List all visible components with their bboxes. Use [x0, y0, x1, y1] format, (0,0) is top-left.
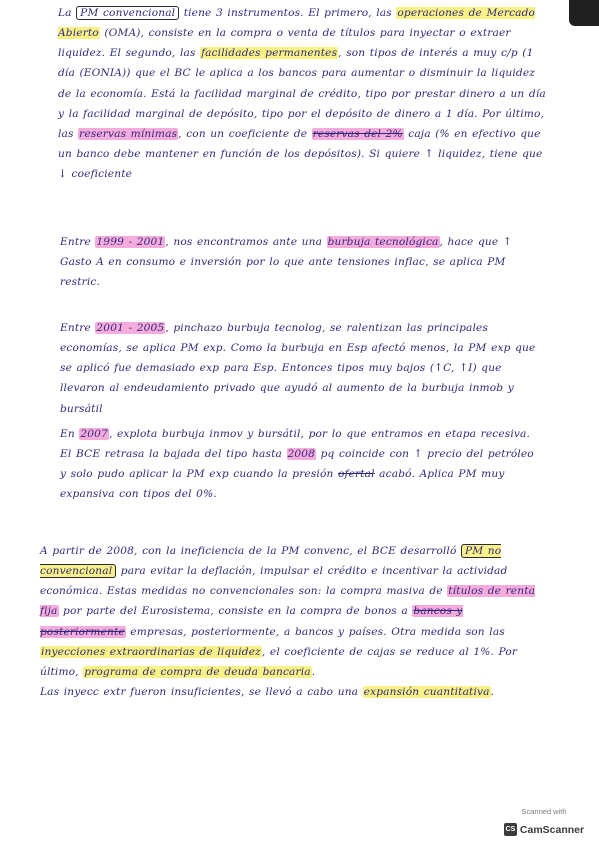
text-segment: La — [58, 7, 77, 19]
highlighted-term: operaciones de Mercado Abierto — [58, 7, 536, 40]
boxed-term: PM no convencional — [40, 545, 502, 578]
text-segment: Entre — [60, 236, 96, 248]
highlighted-date: 2007 — [80, 428, 108, 440]
text-segment: para evitar la deflación, impulsar el crédito e incentivar la actividad económica. Estas medidas no convencionales son: la compra masiva de — [40, 565, 508, 598]
text-segment: , con un coeficiente de — [178, 127, 312, 140]
highlighted-term: programa de compra de deuda bancaria — [84, 665, 311, 678]
camscanner-logo-icon: CS — [504, 823, 517, 836]
highlighted-term: inyecciones extraordinarias de liquidez — [41, 645, 261, 658]
text-segment: , nos encontramos ante una — [165, 236, 327, 248]
scanned-with-label: Scanned with — [521, 807, 567, 816]
struck-term: ofertal — [338, 468, 375, 481]
text-segment: , hace que ↑ Gasto A en consumo e inversión por lo que ante tensiones inflac, se aplica PM restric. — [60, 236, 512, 289]
paragraph-pm-no-convencional — [40, 541, 550, 702]
highlighted-term: expansión cuantitativa — [363, 685, 490, 698]
camscanner-name: CamScanner — [519, 823, 585, 836]
text-segment: Entre — [60, 322, 96, 334]
paragraph-1999-2001 — [60, 232, 530, 292]
text-segment: por parte del Eurosistema, consiste en la compra de bonos a — [58, 605, 413, 618]
paragraph-text — [60, 318, 538, 419]
paragraph-2001-2005 — [60, 318, 538, 419]
text-segment: tiene 3 instrumentos. El primero, las — [179, 7, 397, 19]
text-segment: , el coeficiente de cajas se reduce al 1%. Por último, — [40, 645, 518, 678]
struck-term: reservas del 2% — [312, 127, 403, 140]
text-segment: . — [490, 685, 495, 698]
text-segment: pq coincide con ↑ precio del petróleo y solo pudo aplicar la PM exp cuando la presión — [60, 448, 534, 481]
highlighted-term: facilidades permanentes — [201, 47, 338, 60]
paragraph-text — [40, 682, 550, 702]
text-segment: A partir de 2008, con la ineficiencia de la PM convenc, el BCE desarrolló — [40, 545, 462, 557]
paragraph-text — [58, 3, 546, 184]
highlighted-date: 1999 - 2001 — [96, 236, 165, 248]
paragraph-text — [60, 232, 530, 292]
text-segment: , explota burbuja inmov y bursátil, por lo que entramos en etapa recesiva. El BCE retrasa la bajada del tipo hasta — [60, 428, 530, 461]
paragraph-text — [40, 541, 550, 682]
paragraph-pm-convencional — [58, 3, 546, 184]
text-segment: empresas, posteriormente, a bancos y países. Otra medida son las — [125, 625, 505, 638]
camscanner-badge — [501, 807, 587, 836]
highlighted-date: 2001 - 2005 — [96, 322, 165, 334]
highlighted-term: burbuja tecnológica — [327, 236, 439, 248]
text-segment: caja (% en efectivo que un banco debe mantener en función de los depósitos). Si quiere ↑ liquidez, tiene que ↓ coeficiente — [58, 127, 543, 180]
text-segment: (OMA), consiste en la compra o venta de títulos para inyectar o extraer liquidez. El segundo, las — [58, 27, 511, 60]
struck-term: bancos y posteriormente — [40, 605, 463, 638]
highlighted-term: títulos de renta fija — [40, 585, 536, 618]
text-segment: , pinchazo burbuja tecnolog, se ralentizan las principales economías, se aplica PM exp. Como la burbuja en Esp afectó menos, la PM exp que se aplicó fue demasiado exp para Esp. Entonces tipos muy bajos (↑C, ↑I) que llevaron al endeudamiento privado que ayudó al aumento de la burbuja inmob y bursátil — [60, 322, 536, 415]
boxed-term: PM convencional — [76, 6, 179, 20]
text-segment: Las inyecc extr fueron insuficientes, se llevó a cabo una — [40, 685, 363, 698]
text-segment: , son tipos de interés a muy c/p (1 día (EONIA)) que el BC le aplica a los bancos para aumentar o disminuir la liquidez de la economía. Está la facilidad marginal de crédito, tipo por prestar dinero a un día y la facilidad marginal de depósito, tipo por el depósito de dinero a 1 día. Por último, las — [58, 47, 546, 140]
camscanner-brand — [504, 823, 584, 836]
paragraph-text — [60, 424, 534, 505]
scan-corner-shadow — [569, 0, 599, 26]
highlighted-date: 2008 — [287, 448, 316, 461]
text-segment: . — [311, 665, 316, 678]
text-segment: acabó. Aplica PM muy expansiva con tipos del 0%. — [60, 468, 505, 501]
text-segment: En — [60, 428, 80, 440]
paragraph-2007 — [60, 424, 534, 505]
highlighted-term: reservas mínimas — [79, 127, 178, 140]
